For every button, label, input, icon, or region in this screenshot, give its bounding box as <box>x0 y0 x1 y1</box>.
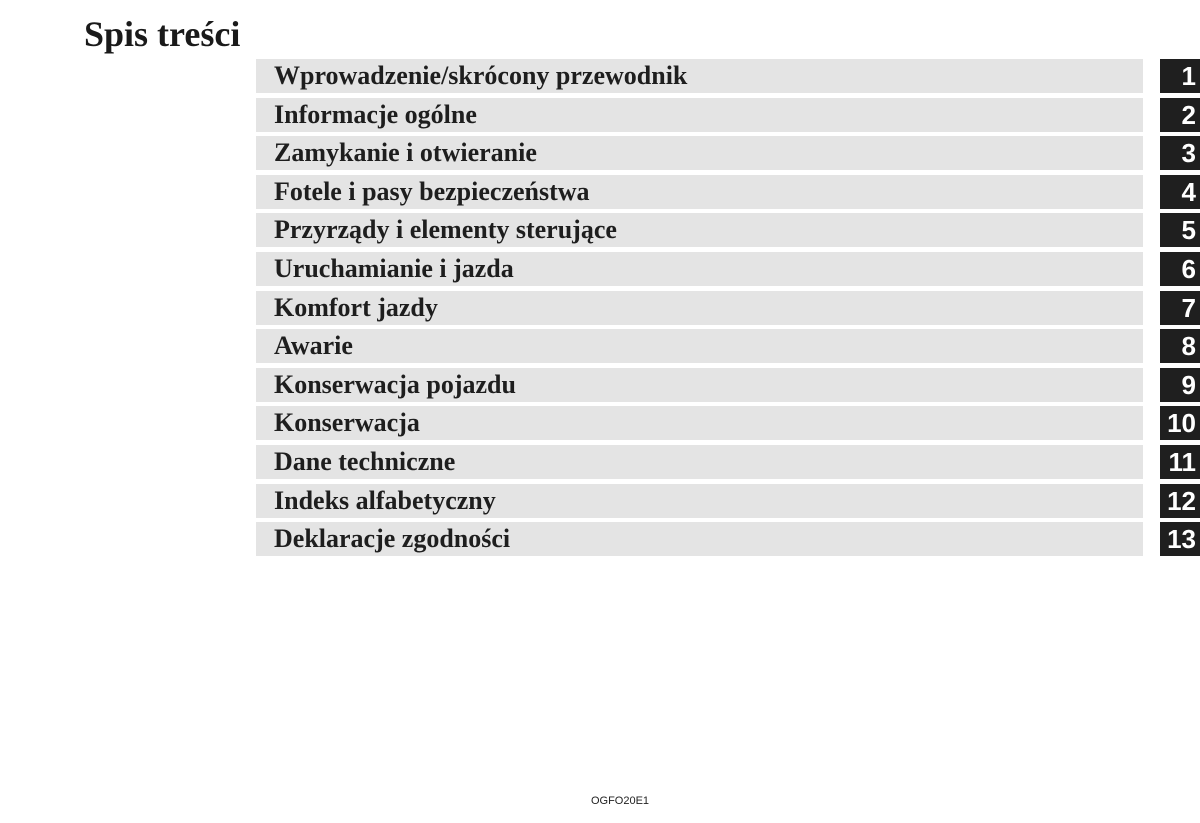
toc-item-label[interactable]: Konserwacja <box>274 408 420 438</box>
toc-item-label[interactable]: Uruchamianie i jazda <box>274 253 514 283</box>
page-title: Spis treści <box>84 14 241 54</box>
toc-item-label[interactable]: Zamykanie i otwieranie <box>274 138 537 168</box>
chapter-number-tab[interactable]: 11 <box>1160 445 1200 479</box>
toc-item-label[interactable]: Komfort jazdy <box>274 292 438 322</box>
chapter-number-tab[interactable]: 3 <box>1160 136 1200 170</box>
document-code: OGFO20E1 <box>590 795 650 807</box>
toc-item-6[interactable] <box>256 252 1200 291</box>
toc-item-label[interactable]: Konserwacja pojazdu <box>274 369 516 399</box>
toc-item-3[interactable] <box>256 136 1200 175</box>
toc-item-label[interactable]: Indeks alfabetyczny <box>274 485 496 515</box>
toc-item-9[interactable] <box>256 368 1200 407</box>
toc-item-7[interactable] <box>256 291 1200 330</box>
toc-item-13[interactable] <box>256 522 1200 561</box>
toc-item-4[interactable] <box>256 175 1200 214</box>
toc-item-label[interactable]: Wprowadzenie/skrócony przewodnik <box>274 61 688 90</box>
table-of-contents <box>256 59 1200 561</box>
toc-item-2[interactable] <box>256 98 1200 137</box>
toc-item-label[interactable]: Informacje ogólne <box>274 99 477 129</box>
toc-item-label[interactable]: Przyrządy i elementy sterujące <box>274 215 617 245</box>
chapter-number-tab[interactable]: 5 <box>1160 213 1200 247</box>
chapter-number-tab[interactable]: 6 <box>1160 252 1200 286</box>
chapter-number-tab[interactable]: 4 <box>1160 175 1200 209</box>
toc-item-5[interactable] <box>256 213 1200 252</box>
chapter-number-tab[interactable]: 13 <box>1160 522 1200 556</box>
chapter-number-tab[interactable]: 7 <box>1160 291 1200 325</box>
toc-item-11[interactable] <box>256 445 1200 484</box>
toc-item-label[interactable]: Dane techniczne <box>274 446 456 476</box>
toc-item-label[interactable]: Fotele i pasy bezpieczeństwa <box>274 176 590 206</box>
toc-item-8[interactable] <box>256 329 1200 368</box>
toc-item-1[interactable] <box>256 59 1200 98</box>
toc-item-12[interactable] <box>256 484 1200 523</box>
chapter-number-tab[interactable]: 12 <box>1160 484 1200 518</box>
chapter-number-tab[interactable]: 9 <box>1160 368 1200 402</box>
toc-item-bar[interactable] <box>256 329 1143 363</box>
toc-item-10[interactable] <box>256 406 1200 445</box>
toc-item-label[interactable]: Awarie <box>274 331 353 361</box>
toc-item-label[interactable]: Deklaracje zgodności <box>274 524 511 554</box>
chapter-number-tab[interactable]: 10 <box>1160 406 1200 440</box>
chapter-number-tab[interactable]: 8 <box>1160 329 1200 363</box>
chapter-number-tab[interactable]: 1 <box>1160 59 1200 93</box>
chapter-number-tab[interactable]: 2 <box>1160 98 1200 132</box>
